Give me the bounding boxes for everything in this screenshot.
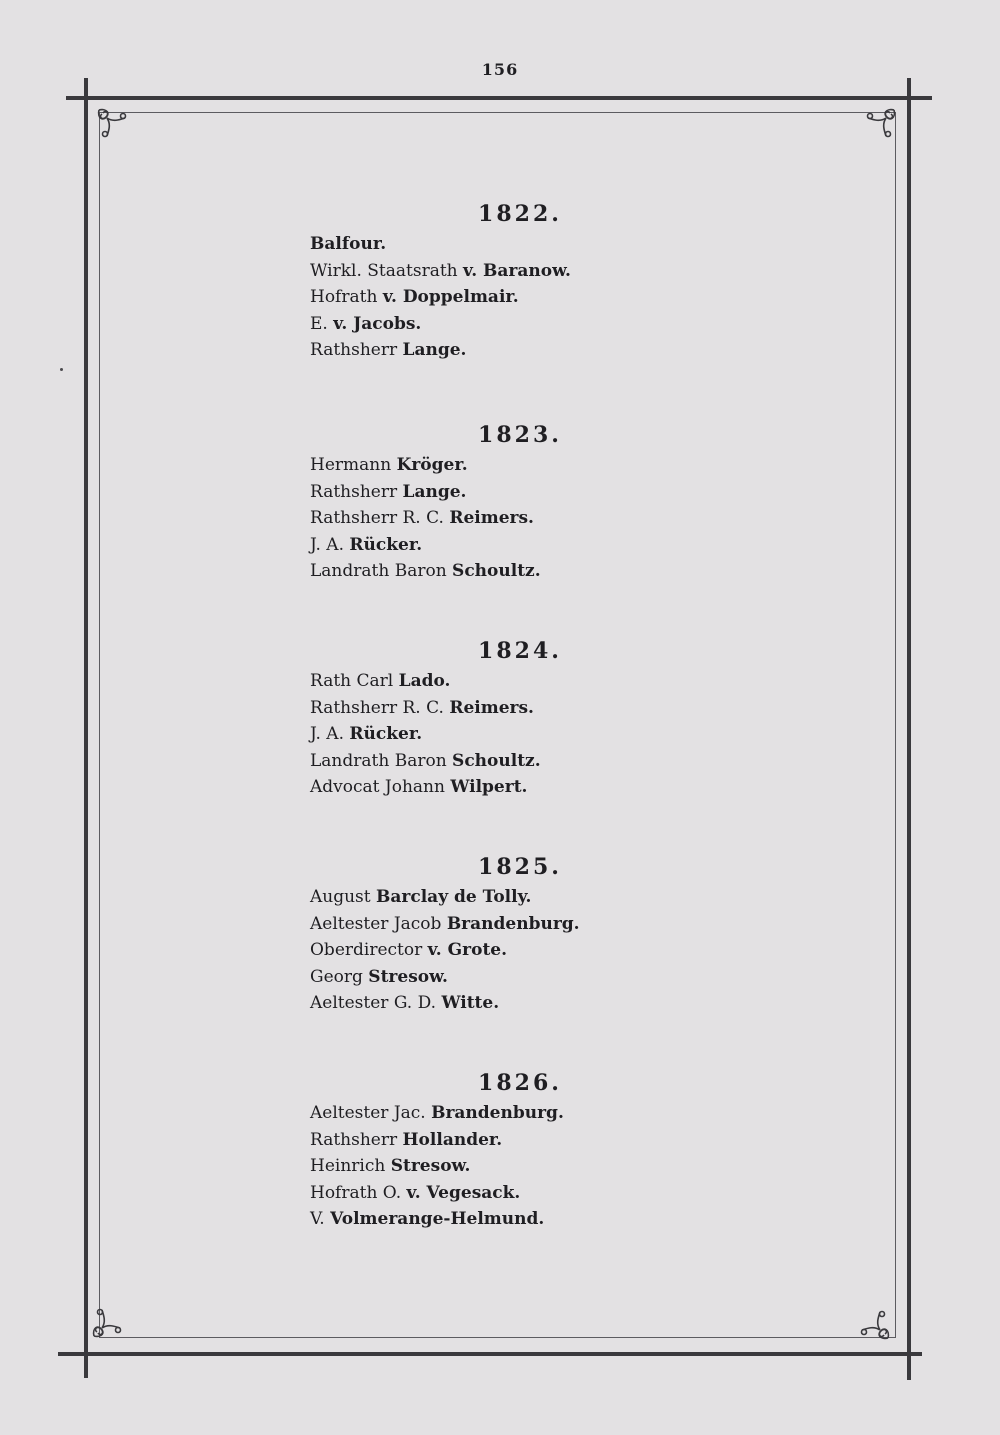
entry-surname: Brandenburg. xyxy=(431,1103,564,1123)
entry-surname: Balfour. xyxy=(310,234,387,254)
entry-surname: Lange. xyxy=(402,340,467,360)
entry-surname: Schoultz. xyxy=(452,561,541,581)
list-item xyxy=(310,479,720,506)
list-item xyxy=(310,1127,720,1154)
entry-title: Heinrich xyxy=(310,1156,391,1176)
list-item xyxy=(310,695,720,722)
entry-surname: Schoultz. xyxy=(452,750,541,771)
list-item xyxy=(310,258,720,285)
entry-surname: Witte. xyxy=(441,993,500,1013)
list-item xyxy=(310,1180,720,1207)
list-item xyxy=(310,337,720,364)
name-list xyxy=(300,452,720,585)
list-item xyxy=(310,231,720,258)
entry-surname: Brandenburg. xyxy=(446,913,580,934)
entry-title: E. xyxy=(310,313,334,334)
list-item xyxy=(310,937,720,964)
year-section-1824 xyxy=(300,634,720,801)
year-heading: 1824. xyxy=(478,638,562,664)
entry-title: V. xyxy=(310,1209,331,1229)
entry-title: J. A. xyxy=(310,724,350,744)
entry-title: Rathsherr xyxy=(310,1129,403,1150)
list-item xyxy=(310,505,720,532)
year-section-1822 xyxy=(300,197,720,364)
name-list xyxy=(300,668,720,801)
entry-surname: Rücker. xyxy=(349,534,423,555)
year-heading: 1823. xyxy=(478,422,562,448)
entry-title: Rathsherr xyxy=(310,340,403,360)
entry-title: Landrath Baron xyxy=(310,561,453,581)
list-item xyxy=(310,452,720,479)
entry-title: Georg xyxy=(310,966,369,987)
entry-title: Rathsherr xyxy=(310,481,403,502)
entry-title: Aeltester Jacob xyxy=(310,913,447,934)
list-item xyxy=(310,284,720,311)
entry-title: J. A. xyxy=(310,534,350,555)
entry-surname: v. Baranow. xyxy=(463,260,571,281)
list-item xyxy=(310,1153,720,1180)
entry-title: Advocat Johann xyxy=(310,777,451,797)
entry-surname: Hollander. xyxy=(402,1129,503,1150)
entry-surname: Lange. xyxy=(402,481,467,502)
entry-surname: Volmerange-Helmund. xyxy=(330,1209,545,1229)
entry-surname: Reimers. xyxy=(449,697,534,718)
entry-surname: Barclay de Tolly. xyxy=(376,887,532,907)
entry-surname: Reimers. xyxy=(449,508,534,528)
entry-title: Wirkl. Staatsrath xyxy=(310,260,464,281)
list-item xyxy=(310,311,720,338)
list-item xyxy=(310,964,720,991)
list-item xyxy=(310,1206,720,1233)
entry-surname: v. Grote. xyxy=(427,940,508,960)
entry-surname: Stresow. xyxy=(368,966,448,987)
list-item xyxy=(310,721,720,748)
entry-title: August xyxy=(310,887,377,907)
entry-title: Aeltester G. D. xyxy=(310,993,442,1013)
year-section-1826 xyxy=(300,1066,720,1233)
entry-surname: v. Doppelmair. xyxy=(382,287,519,307)
year-heading: 1822. xyxy=(478,201,562,227)
entry-surname: v. Vegesack. xyxy=(406,1182,521,1203)
entry-surname: Lado. xyxy=(398,671,451,691)
list-item xyxy=(310,1100,720,1127)
entry-title: Rathsherr R. C. xyxy=(310,508,450,528)
list-item xyxy=(310,558,720,585)
entry-surname: Stresow. xyxy=(390,1156,471,1176)
entry-surname: Kröger. xyxy=(396,455,468,475)
entry-surname: v. Jacobs. xyxy=(333,313,422,334)
list-item xyxy=(310,532,720,559)
entry-title: Hermann xyxy=(310,455,397,475)
entry-surname: Rücker. xyxy=(349,724,423,744)
list-item xyxy=(310,748,720,775)
entry-title: Oberdirector xyxy=(310,940,428,960)
list-item xyxy=(310,668,720,695)
entry-surname: Wilpert. xyxy=(450,777,528,797)
entry-title: Rathsherr R. C. xyxy=(310,697,450,718)
entry-title: Hofrath xyxy=(310,287,383,307)
entry-title: Landrath Baron xyxy=(310,750,453,771)
year-heading: 1826. xyxy=(478,1070,562,1096)
year-section-1823 xyxy=(300,418,720,585)
year-section-1825 xyxy=(300,850,720,1017)
list-item xyxy=(310,990,720,1017)
entry-title: Rath Carl xyxy=(310,671,399,691)
list-item xyxy=(310,774,720,801)
list-item xyxy=(310,911,720,938)
list-item xyxy=(310,884,720,911)
name-list xyxy=(300,231,720,364)
name-list xyxy=(300,884,720,1017)
entry-title: Hofrath O. xyxy=(310,1182,407,1203)
entry-title: Aeltester Jac. xyxy=(310,1103,432,1123)
year-heading: 1825. xyxy=(478,854,562,880)
name-list xyxy=(300,1100,720,1233)
page-number: 156 xyxy=(481,60,519,79)
